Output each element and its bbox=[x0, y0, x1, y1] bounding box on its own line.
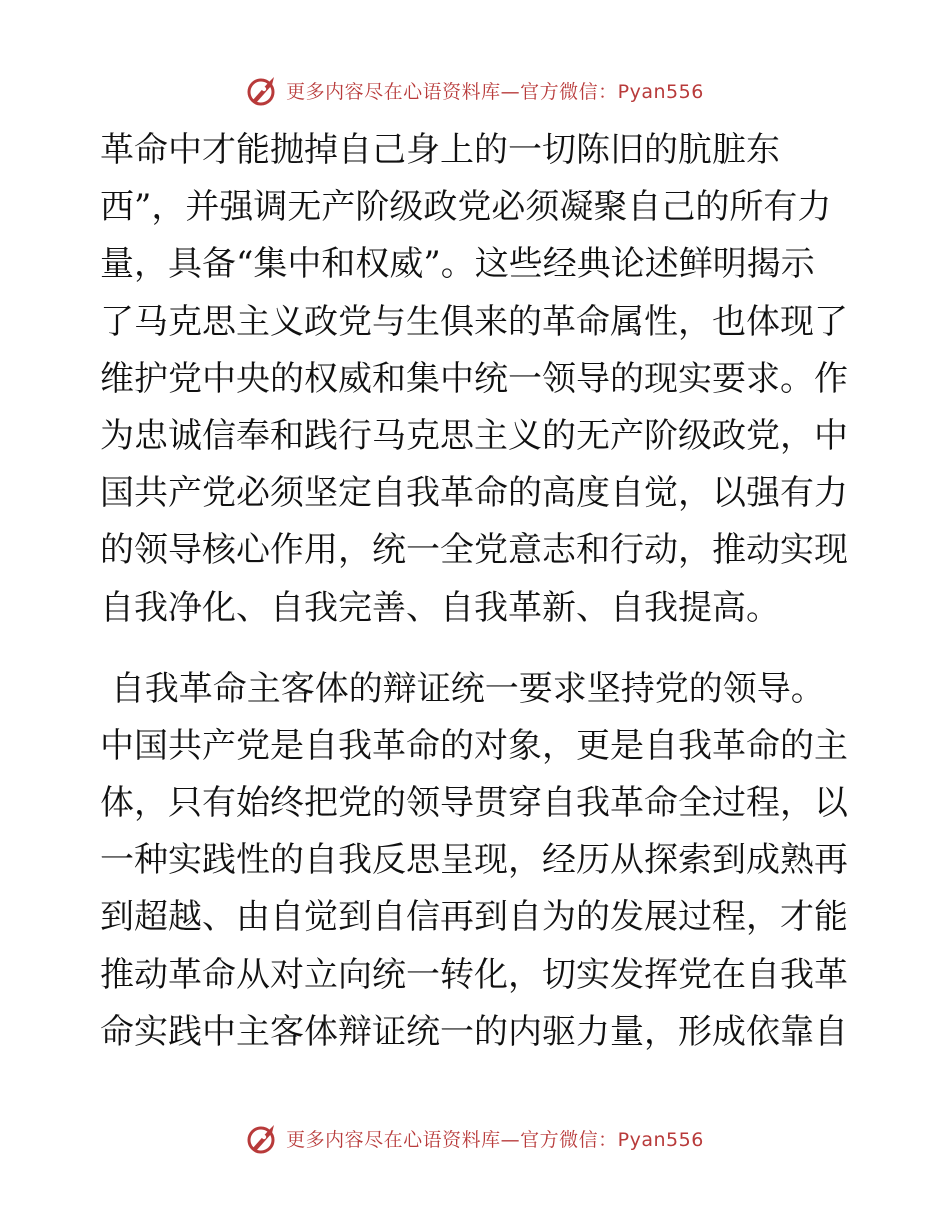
text-line: 到超越、由自觉到自信再到自为的发展过程，才能 bbox=[100, 897, 848, 938]
text-line: 自我净化、自我完善、自我革新、自我提高。 bbox=[100, 587, 780, 628]
header-banner-text: 更多内容尽在心语资料库—官方微信：Pyan556 bbox=[286, 80, 704, 103]
text-line: 推动革命从对立向统一转化，切实发挥党在自我革 bbox=[100, 954, 848, 995]
footer-banner bbox=[0, 1118, 950, 1158]
text-line: 体，只有始终把党的领导贯穿自我革命全过程，以 bbox=[100, 783, 848, 824]
text-line: 一种实践性的自我反思呈现，经历从探索到成熟再 bbox=[100, 840, 848, 881]
text-line: 的领导核心作用，统一全党意志和行动，推动实现 bbox=[100, 530, 848, 571]
paragraph-2 bbox=[100, 661, 850, 1061]
pen-nib-logo-icon bbox=[246, 73, 280, 107]
header-banner bbox=[0, 70, 950, 110]
text-line: 西”，并强调无产阶级政党必须凝聚自己的所有力 bbox=[100, 187, 832, 228]
paragraph-spacer bbox=[100, 637, 850, 661]
paragraph-heading: 自我革命主客体的辩证统一要求坚持党的领导。 bbox=[100, 668, 825, 709]
text-line: 中国共产党是自我革命的对象，更是自我革命的主 bbox=[100, 725, 848, 766]
pen-nib-logo-icon bbox=[246, 1121, 280, 1155]
text-line: 国共产党必须坚定自我革命的高度自觉，以强有力 bbox=[100, 473, 848, 514]
text-line: 命实践中主客体辩证统一的内驱力量，形成依靠自 bbox=[100, 1011, 848, 1052]
text-line: 了马克思主义政党与生俱来的革命属性，也体现了 bbox=[100, 301, 848, 342]
document-body bbox=[100, 122, 850, 1061]
text-line: 为忠诚信奉和践行马克思主义的无产阶级政党，中 bbox=[100, 415, 848, 456]
text-line: 革命中才能抛掉自己身上的一切陈旧的肮脏东 bbox=[100, 130, 780, 170]
footer-banner-text: 更多内容尽在心语资料库—官方微信：Pyan556 bbox=[286, 1128, 704, 1151]
text-line: 量，具备“集中和权威”。这些经典论述鲜明揭示 bbox=[100, 244, 815, 285]
paragraph-1 bbox=[100, 122, 850, 637]
text-line: 维护党中央的权威和集中统一领导的现实要求。作 bbox=[100, 358, 848, 399]
